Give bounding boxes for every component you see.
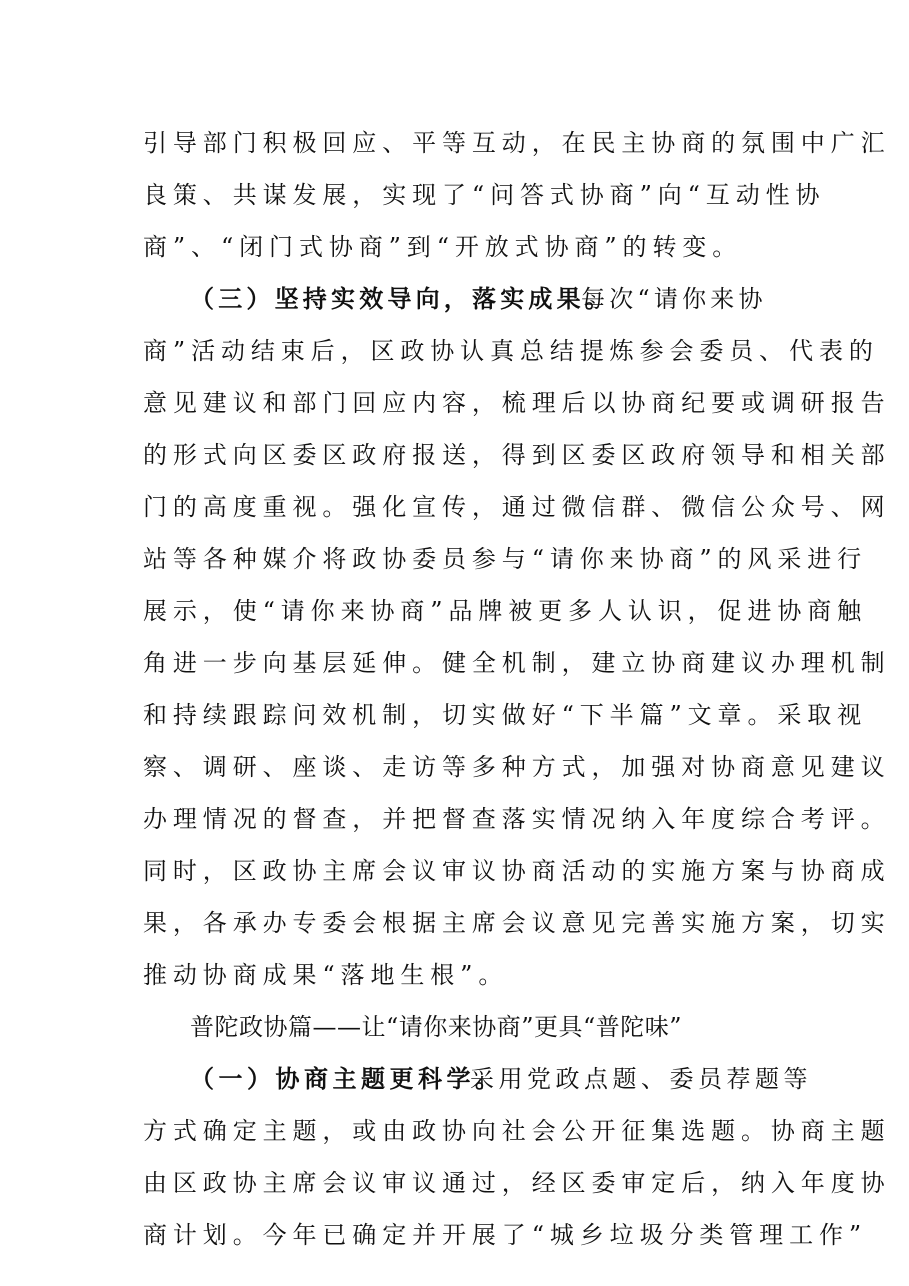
paragraph-line xyxy=(0,180,909,232)
paragraph-line xyxy=(0,1168,909,1220)
article-title: 普陀政协篇——让“请你来协商”更具“普陀味” xyxy=(190,1013,683,1041)
line-text: 商”活动结束后，区政协认真总结提炼参会委员、代表的 xyxy=(143,337,879,365)
line-text: 商”、“闭门式协商”到“开放式协商”的转变。 xyxy=(143,233,743,261)
paragraph-line xyxy=(0,336,909,388)
line-text: 和持续跟踪问效机制，切实做好“下半篇”文章。采取视 xyxy=(143,701,868,729)
paragraph-line xyxy=(0,960,909,1012)
line-text: 同时，区政协主席会议审议协商活动的实施方案与协商成 xyxy=(143,857,891,885)
line-text: 推动协商成果“落地生根”。 xyxy=(143,961,509,989)
paragraph-line xyxy=(0,752,909,804)
section-heading-1: （一）协商主题更科学。 xyxy=(190,1064,504,1093)
paragraph-line xyxy=(0,232,909,284)
paragraph-line xyxy=(0,804,909,856)
line-text: 意见建议和部门回应内容，梳理后以协商纪要或调研报告 xyxy=(143,389,891,417)
line-text: 良策、共谋发展，实现了“问答式协商”向“互动性协 xyxy=(143,181,826,209)
paragraph-line xyxy=(0,596,909,648)
line-text: 门的高度重视。强化宣传，通过微信群、微信公众号、网 xyxy=(143,493,891,521)
paragraph-line xyxy=(0,544,909,596)
paragraph-line xyxy=(0,388,909,440)
article-title-line xyxy=(0,1012,909,1064)
line-text: 办理情况的督查，并把督查落实情况纳入年度综合考评。 xyxy=(143,805,891,833)
line-text: 由区政协主席会议审议通过，经区委审定后，纳入年度协 xyxy=(143,1169,891,1197)
section-heading-line xyxy=(0,1064,909,1116)
paragraph-line xyxy=(0,908,909,960)
paragraph-line xyxy=(0,1220,909,1272)
line-text: 商计划。今年已确定并开展了“城乡垃圾分类管理工作” xyxy=(143,1221,868,1249)
line-text: 采用党政点题、委员荐题等 xyxy=(470,1065,812,1093)
section-heading-3: （三）坚持实效导向，落实成果。 xyxy=(190,284,613,313)
paragraph-line xyxy=(0,648,909,700)
section-heading-line xyxy=(0,284,909,336)
line-text: 方式确定主题，或由政协向社会公开征集选题。协商主题 xyxy=(143,1117,891,1145)
paragraph-line xyxy=(0,440,909,492)
line-text: 察、调研、座谈、走访等多种方式，加强对协商意见建议 xyxy=(143,753,891,781)
line-text: 每次“请你来协 xyxy=(581,285,767,313)
line-text: 展示，使“请你来协商”品牌被更多人认识，促进协商触 xyxy=(143,597,868,625)
line-text: 果，各承办专委会根据主席会议意见完善实施方案，切实 xyxy=(143,909,891,937)
paragraph-line xyxy=(0,856,909,908)
line-text: 站等各种媒介将政协委员参与“请你来协商”的风采进行 xyxy=(143,545,868,573)
paragraph-line xyxy=(0,1116,909,1168)
line-text: 角进一步向基层延伸。健全机制，建立协商建议办理机制 xyxy=(143,649,891,677)
paragraph-line xyxy=(0,492,909,544)
paragraph-line xyxy=(0,128,909,180)
line-text: 引导部门积极回应、平等互动，在民主协商的氛围中广汇 xyxy=(143,129,891,157)
paragraph-line xyxy=(0,700,909,752)
line-text: 的形式向区委区政府报送，得到区委区政府领导和相关部 xyxy=(143,441,891,469)
